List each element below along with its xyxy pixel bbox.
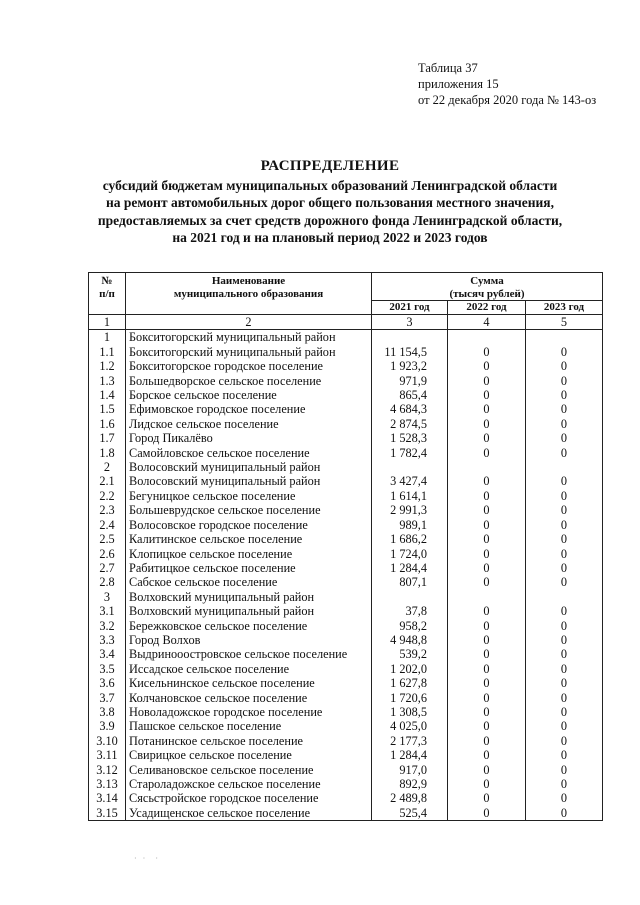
amount-2022: 0 [448, 806, 526, 821]
column-number-row [89, 315, 603, 330]
row-name: Лидское сельское поселение [126, 417, 372, 431]
table-row [89, 575, 603, 589]
row-number: 2.4 [89, 518, 126, 532]
row-number: 3.4 [89, 647, 126, 661]
table-row [89, 647, 603, 661]
amount-2022: 0 [448, 575, 526, 589]
amount-2023: 0 [526, 532, 603, 546]
amount-2022: 0 [448, 388, 526, 402]
amount-2022: 0 [448, 791, 526, 805]
row-name: Новоладожское городское поселение [126, 705, 372, 719]
amount-2021: 3 427,4 [372, 474, 448, 488]
table-row [89, 417, 603, 431]
table-row [89, 748, 603, 762]
amount-2021: 807,1 [372, 575, 448, 589]
table-row [89, 619, 603, 633]
amount-2022: 0 [448, 633, 526, 647]
amount-2023 [526, 330, 603, 345]
amount-2022 [448, 590, 526, 604]
row-number: 2 [89, 460, 126, 474]
amount-2021: 1 284,4 [372, 561, 448, 575]
amount-2023: 0 [526, 777, 603, 791]
amount-2021: 2 177,3 [372, 734, 448, 748]
row-number: 2.5 [89, 532, 126, 546]
amount-2021: 958,2 [372, 619, 448, 633]
table-row [89, 547, 603, 561]
row-number: 2.7 [89, 561, 126, 575]
row-name: Селивановское сельское поселение [126, 763, 372, 777]
row-name: Бокситогорский муниципальный район [126, 330, 372, 345]
amount-2021 [372, 460, 448, 474]
amount-2021: 865,4 [372, 388, 448, 402]
amount-2022: 0 [448, 691, 526, 705]
row-name: Калитинское сельское поселение [126, 532, 372, 546]
column-number: 5 [526, 315, 603, 330]
table-row [89, 806, 603, 821]
amount-2022: 0 [448, 518, 526, 532]
document-reference [418, 60, 596, 108]
amount-2023: 0 [526, 575, 603, 589]
amount-2022: 0 [448, 532, 526, 546]
amount-2021: 2 991,3 [372, 503, 448, 517]
row-number: 3 [89, 590, 126, 604]
amount-2021: 2 874,5 [372, 417, 448, 431]
amount-2023: 0 [526, 748, 603, 762]
amount-2021: 1 724,0 [372, 547, 448, 561]
amount-2021: 1 627,8 [372, 676, 448, 690]
amount-2021: 4 025,0 [372, 719, 448, 733]
amount-2023: 0 [526, 518, 603, 532]
row-number: 3.11 [89, 748, 126, 762]
amount-2021: 917,0 [372, 763, 448, 777]
reference-law: от 22 декабря 2020 года № 143-оз [418, 93, 597, 107]
row-number: 2.6 [89, 547, 126, 561]
table-row [89, 374, 603, 388]
table-row [89, 691, 603, 705]
amount-2021: 1 284,4 [372, 748, 448, 762]
column-number: 4 [448, 315, 526, 330]
table-row [89, 388, 603, 402]
table-row [89, 460, 603, 474]
amount-2023: 0 [526, 374, 603, 388]
amount-2023: 0 [526, 676, 603, 690]
table-row [89, 719, 603, 733]
row-name: Староладожское сельское поселение [126, 777, 372, 791]
amount-2021: 1 528,3 [372, 431, 448, 445]
amount-2021: 1 923,2 [372, 359, 448, 373]
row-number: 1.7 [89, 431, 126, 445]
table-row [89, 676, 603, 690]
row-name: Бережковское сельское поселение [126, 619, 372, 633]
amount-2022: 0 [448, 734, 526, 748]
column-number: 1 [89, 315, 126, 330]
amount-2022: 0 [448, 748, 526, 762]
amount-2022: 0 [448, 719, 526, 733]
row-number: 3.1 [89, 604, 126, 618]
row-number: 1.6 [89, 417, 126, 431]
amount-2022: 0 [448, 345, 526, 359]
heading-line-3: предоставляемых за счет средств дорожного фонда Ленинградской области, [97, 212, 563, 228]
amount-2022: 0 [448, 374, 526, 388]
amount-2023: 0 [526, 633, 603, 647]
row-number: 1.8 [89, 446, 126, 460]
row-number: 3.14 [89, 791, 126, 805]
reference-table-number: Таблица 37 [418, 61, 478, 75]
table-row [89, 518, 603, 532]
amount-2021: 892,9 [372, 777, 448, 791]
amount-2021: 525,4 [372, 806, 448, 821]
table-row [89, 561, 603, 575]
amount-2021: 11 154,5 [372, 345, 448, 359]
table-row [89, 604, 603, 618]
amount-2023: 0 [526, 662, 603, 676]
amount-2021: 989,1 [372, 518, 448, 532]
row-number: 3.8 [89, 705, 126, 719]
amount-2022: 0 [448, 402, 526, 416]
row-name: Рабитицкое сельское поселение [126, 561, 372, 575]
document-title: РАСПРЕДЕЛЕНИЕ [260, 158, 400, 174]
amount-2023: 0 [526, 619, 603, 633]
row-name: Пашское сельское поселение [126, 719, 372, 733]
amount-2021: 1 308,5 [372, 705, 448, 719]
table-row [89, 446, 603, 460]
row-number: 1.1 [89, 345, 126, 359]
amount-2022: 0 [448, 662, 526, 676]
row-name: Город Пикалёво [126, 431, 372, 445]
amount-2022: 0 [448, 705, 526, 719]
table-row [89, 791, 603, 805]
row-name: Волосовский муниципальный район [126, 474, 372, 488]
amount-2023: 0 [526, 561, 603, 575]
header-2021: 2021 год [372, 301, 448, 315]
row-name: Борское сельское поселение [126, 388, 372, 402]
row-name: Большедворское сельское поселение [126, 374, 372, 388]
row-number: 2.1 [89, 474, 126, 488]
row-number: 2.8 [89, 575, 126, 589]
amount-2022: 0 [448, 777, 526, 791]
row-name: Бокситогорское городское поселение [126, 359, 372, 373]
row-name: Город Волхов [126, 633, 372, 647]
header-number: № п/п [89, 273, 126, 315]
row-number: 1.5 [89, 402, 126, 416]
amount-2023 [526, 460, 603, 474]
amount-2023: 0 [526, 402, 603, 416]
table-row [89, 431, 603, 445]
table-row [89, 474, 603, 488]
amount-2021: 1 782,4 [372, 446, 448, 460]
row-number: 3.6 [89, 676, 126, 690]
row-number: 2.3 [89, 503, 126, 517]
row-name: Колчановское сельское поселение [126, 691, 372, 705]
amount-2023: 0 [526, 388, 603, 402]
amount-2022: 0 [448, 604, 526, 618]
amount-2021: 4 684,3 [372, 402, 448, 416]
amount-2022: 0 [448, 561, 526, 575]
table-row [89, 330, 603, 345]
row-number: 3.2 [89, 619, 126, 633]
table-row [89, 662, 603, 676]
amount-2023: 0 [526, 719, 603, 733]
amount-2023: 0 [526, 734, 603, 748]
amount-2023: 0 [526, 503, 603, 517]
amount-2023: 0 [526, 547, 603, 561]
row-name: Потанинское сельское поселение [126, 734, 372, 748]
row-number: 1 [89, 330, 126, 345]
amount-2023: 0 [526, 647, 603, 661]
row-name: Волосовский муниципальный район [126, 460, 372, 474]
table-row [89, 402, 603, 416]
amount-2022: 0 [448, 474, 526, 488]
table-row [89, 590, 603, 604]
row-name: Иссадское сельское поселение [126, 662, 372, 676]
row-number: 3.9 [89, 719, 126, 733]
amount-2023: 0 [526, 345, 603, 359]
header-name: Наименование муниципального образования [126, 273, 372, 315]
amount-2021 [372, 330, 448, 345]
amount-2022: 0 [448, 547, 526, 561]
amount-2021: 539,2 [372, 647, 448, 661]
row-number: 1.4 [89, 388, 126, 402]
amount-2021: 1 202,0 [372, 662, 448, 676]
row-name: Бегуницкое сельское поселение [126, 489, 372, 503]
amount-2023: 0 [526, 806, 603, 821]
amount-2021 [372, 590, 448, 604]
row-number: 3.13 [89, 777, 126, 791]
amount-2022: 0 [448, 431, 526, 445]
row-name: Выдринооостровское сельское поселение [126, 647, 372, 661]
amount-2023: 0 [526, 705, 603, 719]
amount-2023 [526, 590, 603, 604]
table-row [89, 777, 603, 791]
amount-2022: 0 [448, 676, 526, 690]
amount-2022: 0 [448, 417, 526, 431]
amount-2022: 0 [448, 503, 526, 517]
row-number: 3.10 [89, 734, 126, 748]
amount-2022: 0 [448, 763, 526, 777]
amount-2021: 2 489,8 [372, 791, 448, 805]
heading-line-1: субсидий бюджетам муниципальных образований Ленинградской области [102, 177, 558, 193]
row-name: Бокситогорский муниципальный район [126, 345, 372, 359]
row-number: 3.7 [89, 691, 126, 705]
row-name: Усадищенское сельское поселение [126, 806, 372, 821]
table-row [89, 705, 603, 719]
row-number: 3.5 [89, 662, 126, 676]
amount-2021: 4 948,8 [372, 633, 448, 647]
row-number: 1.3 [89, 374, 126, 388]
table-row [89, 359, 603, 373]
amount-2022 [448, 330, 526, 345]
row-number: 2.2 [89, 489, 126, 503]
table-row [89, 532, 603, 546]
amount-2023: 0 [526, 446, 603, 460]
table-row [89, 734, 603, 748]
row-name: Самойловское сельское поселение [126, 446, 372, 460]
amount-2023: 0 [526, 691, 603, 705]
amount-2023: 0 [526, 417, 603, 431]
amount-2021: 1 686,2 [372, 532, 448, 546]
row-name: Большеврудское сельское поселение [126, 503, 372, 517]
subsidy-table [88, 272, 603, 821]
row-number: 3.15 [89, 806, 126, 821]
amount-2023: 0 [526, 763, 603, 777]
amount-2023: 0 [526, 604, 603, 618]
scan-artifact: · · · [134, 854, 158, 863]
header-sum: Сумма (тысяч рублей) [372, 273, 603, 301]
row-number: 3.3 [89, 633, 126, 647]
table-row [89, 489, 603, 503]
row-name: Волховский муниципальный район [126, 604, 372, 618]
row-name: Кисельнинское сельское поселение [126, 676, 372, 690]
table-row [89, 633, 603, 647]
row-name: Волховский муниципальный район [126, 590, 372, 604]
row-name: Волосовское городское поселение [126, 518, 372, 532]
amount-2021: 37,8 [372, 604, 448, 618]
amount-2022: 0 [448, 359, 526, 373]
table-row [89, 763, 603, 777]
amount-2023: 0 [526, 489, 603, 503]
column-number: 3 [372, 315, 448, 330]
amount-2022 [448, 460, 526, 474]
row-name: Сясьстройское городское поселение [126, 791, 372, 805]
amount-2021: 971,9 [372, 374, 448, 388]
row-number: 1.2 [89, 359, 126, 373]
amount-2021: 1 614,1 [372, 489, 448, 503]
amount-2022: 0 [448, 489, 526, 503]
document-heading [60, 158, 600, 247]
amount-2022: 0 [448, 446, 526, 460]
table-row [89, 345, 603, 359]
amount-2022: 0 [448, 647, 526, 661]
row-name: Клопицкое сельское поселение [126, 547, 372, 561]
row-name: Свирицкое сельское поселение [126, 748, 372, 762]
heading-line-2: на ремонт автомобильных дорог общего пользования местного значения, [106, 195, 554, 210]
table-row [89, 503, 603, 517]
header-2023: 2023 год [526, 301, 603, 315]
column-number: 2 [126, 315, 372, 330]
amount-2023: 0 [526, 791, 603, 805]
amount-2023: 0 [526, 474, 603, 488]
header-2022: 2022 год [448, 301, 526, 315]
reference-appendix: приложения 15 [418, 77, 499, 91]
amount-2021: 1 720,6 [372, 691, 448, 705]
heading-line-4: на 2021 год и на плановый период 2022 и 2023 годов [172, 230, 488, 245]
amount-2023: 0 [526, 359, 603, 373]
amount-2022: 0 [448, 619, 526, 633]
row-name: Сабское сельское поселение [126, 575, 372, 589]
row-name: Ефимовское городское поселение [126, 402, 372, 416]
row-number: 3.12 [89, 763, 126, 777]
amount-2023: 0 [526, 431, 603, 445]
